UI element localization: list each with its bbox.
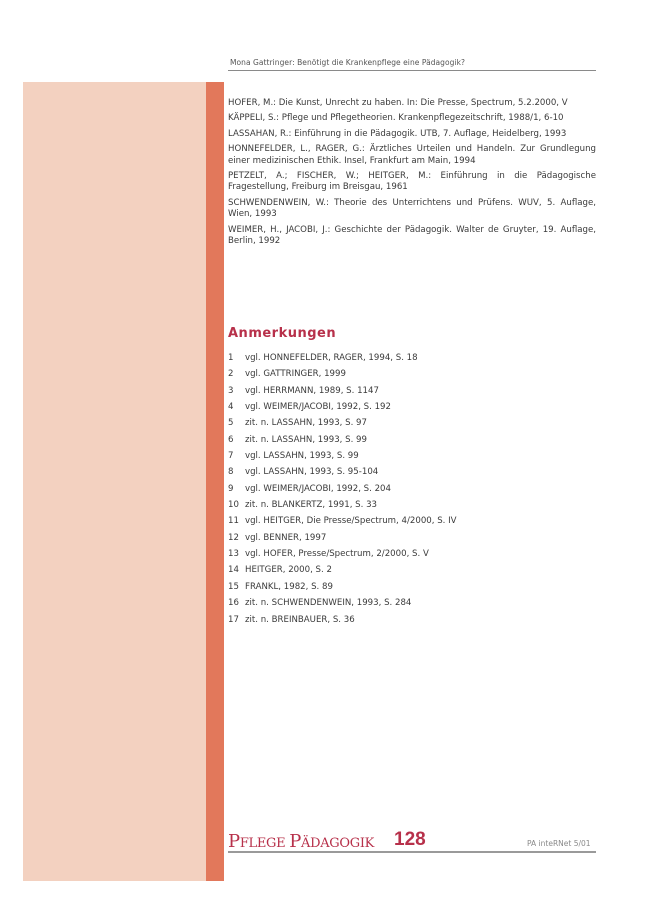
note-number: 13 [228, 549, 239, 560]
reference-item: LASSAHAN, R.: Einführung in die Pädagogik. UTB, 7. Auflage, Heidelberg, 1993 [228, 128, 567, 139]
note-number: 4 [228, 402, 234, 413]
note-number: 12 [228, 532, 239, 543]
note-item [228, 366, 596, 382]
sidebar-panel [23, 82, 206, 881]
note-text: vgl. LASSAHN, 1993, S. 95-104 [245, 467, 379, 478]
reference-item: WEIMER, H., JACOBI, J.: Geschichte der Pädagogik. Walter de Gruyter, 19. Auflage, Berlin, 1992 [228, 224, 596, 247]
note-text: zit. n. SCHWENDENWEIN, 1993, S. 284 [245, 598, 412, 609]
note-item [228, 464, 596, 480]
reference-item: PETZELT, A.; FISCHER, W.; HEITGER, M.: Einführung in die Pädagogische Fragestellung, Freiburg im Breisgau, 1961 [228, 171, 596, 193]
note-number: 1 [228, 353, 234, 363]
notes-list [228, 350, 596, 628]
note-number: 6 [228, 434, 234, 445]
note-text: HEITGER, 2000, S. 2 [245, 565, 332, 576]
note-item [228, 350, 596, 366]
note-item [228, 415, 596, 431]
note-item [228, 448, 596, 464]
note-item [228, 497, 596, 513]
magazine-title: PFLEGE PÄDAGOGIK [228, 831, 375, 852]
note-text: zit. n. LASSAHN, 1993, S. 99 [245, 434, 367, 445]
note-item [228, 562, 596, 578]
header-divider [228, 70, 596, 71]
note-text: FRANKL, 1982, S. 89 [245, 581, 333, 592]
sidebar-stripe [206, 82, 224, 881]
note-text: vgl. LASSAHN, 1993, S. 99 [245, 451, 359, 462]
note-item [228, 595, 596, 611]
note-text: zit. n. BREINBAUER, S. 36 [245, 614, 355, 625]
note-item [228, 530, 596, 546]
note-number: 8 [228, 467, 234, 478]
reference-item: KÄPPELI, S.: Pflege und Pflegetheorien. Krankenpflegezeitschrift, 1988/1, 6-10 [228, 113, 564, 124]
running-header: Mona Gattringer: Benötigt die Krankenpflege eine Pädagogik? [230, 58, 466, 67]
note-text: vgl. WEIMER/JACOBI, 1992, S. 192 [245, 402, 391, 413]
note-number: 7 [228, 451, 234, 462]
note-item [228, 399, 596, 415]
reference-item: SCHWENDENWEIN, W.: Theorie des Unterrichtens und Prüfens. WUV, 5. Auflage, Wien, 1993 [228, 197, 596, 220]
note-number: 3 [228, 385, 234, 396]
note-text: vgl. GATTRINGER, 1999 [245, 369, 346, 380]
reference-item: HONNEFELDER, L., RAGER, G.: Ärztliches Urteilen und Handeln. Zur Grundlegung einer medizinischen Ethik. Insel, Frankfurt am Main, 1994 [228, 144, 596, 166]
note-number: 5 [228, 418, 234, 429]
note-text: vgl. HOFER, Presse/Spectrum, 2/2000, S. V [245, 549, 429, 560]
note-item [228, 481, 596, 497]
note-text: zit. n. BLANKERTZ, 1991, S. 33 [245, 500, 378, 511]
note-number: 15 [228, 581, 239, 592]
note-item [228, 432, 596, 448]
note-item [228, 579, 596, 595]
reference-list [228, 98, 596, 251]
note-number: 10 [228, 500, 239, 511]
note-number: 11 [228, 516, 239, 527]
footer-divider [228, 851, 596, 853]
notes-heading: Anmerkungen [228, 326, 337, 341]
note-item [228, 513, 596, 529]
note-text: vgl. WEIMER/JACOBI, 1992, S. 204 [245, 483, 391, 494]
note-text: vgl. BENNER, 1997 [245, 532, 327, 543]
note-text: vgl. HERRMANN, 1989, S. 1147 [245, 385, 379, 396]
note-item [228, 612, 596, 628]
note-number: 14 [228, 565, 239, 576]
note-number: 16 [228, 598, 239, 609]
page-number: 128 [394, 829, 426, 850]
issue-label: PA inteRNet 5/01 [527, 839, 591, 848]
note-text: vgl. HEITGER, Die Presse/Spectrum, 4/2000, S. IV [245, 516, 457, 527]
note-item [228, 383, 596, 399]
note-number: 9 [228, 483, 234, 494]
note-text: vgl. HONNEFELDER, RAGER, 1994, S. 18 [245, 353, 418, 363]
note-text: zit. n. LASSAHN, 1993, S. 97 [245, 418, 367, 429]
reference-item: HOFER, M.: Die Kunst, Unrecht zu haben. In: Die Presse, Spectrum, 5.2.2000, V [228, 98, 568, 108]
note-number: 17 [228, 614, 239, 625]
note-number: 2 [228, 369, 234, 380]
note-item [228, 546, 596, 562]
